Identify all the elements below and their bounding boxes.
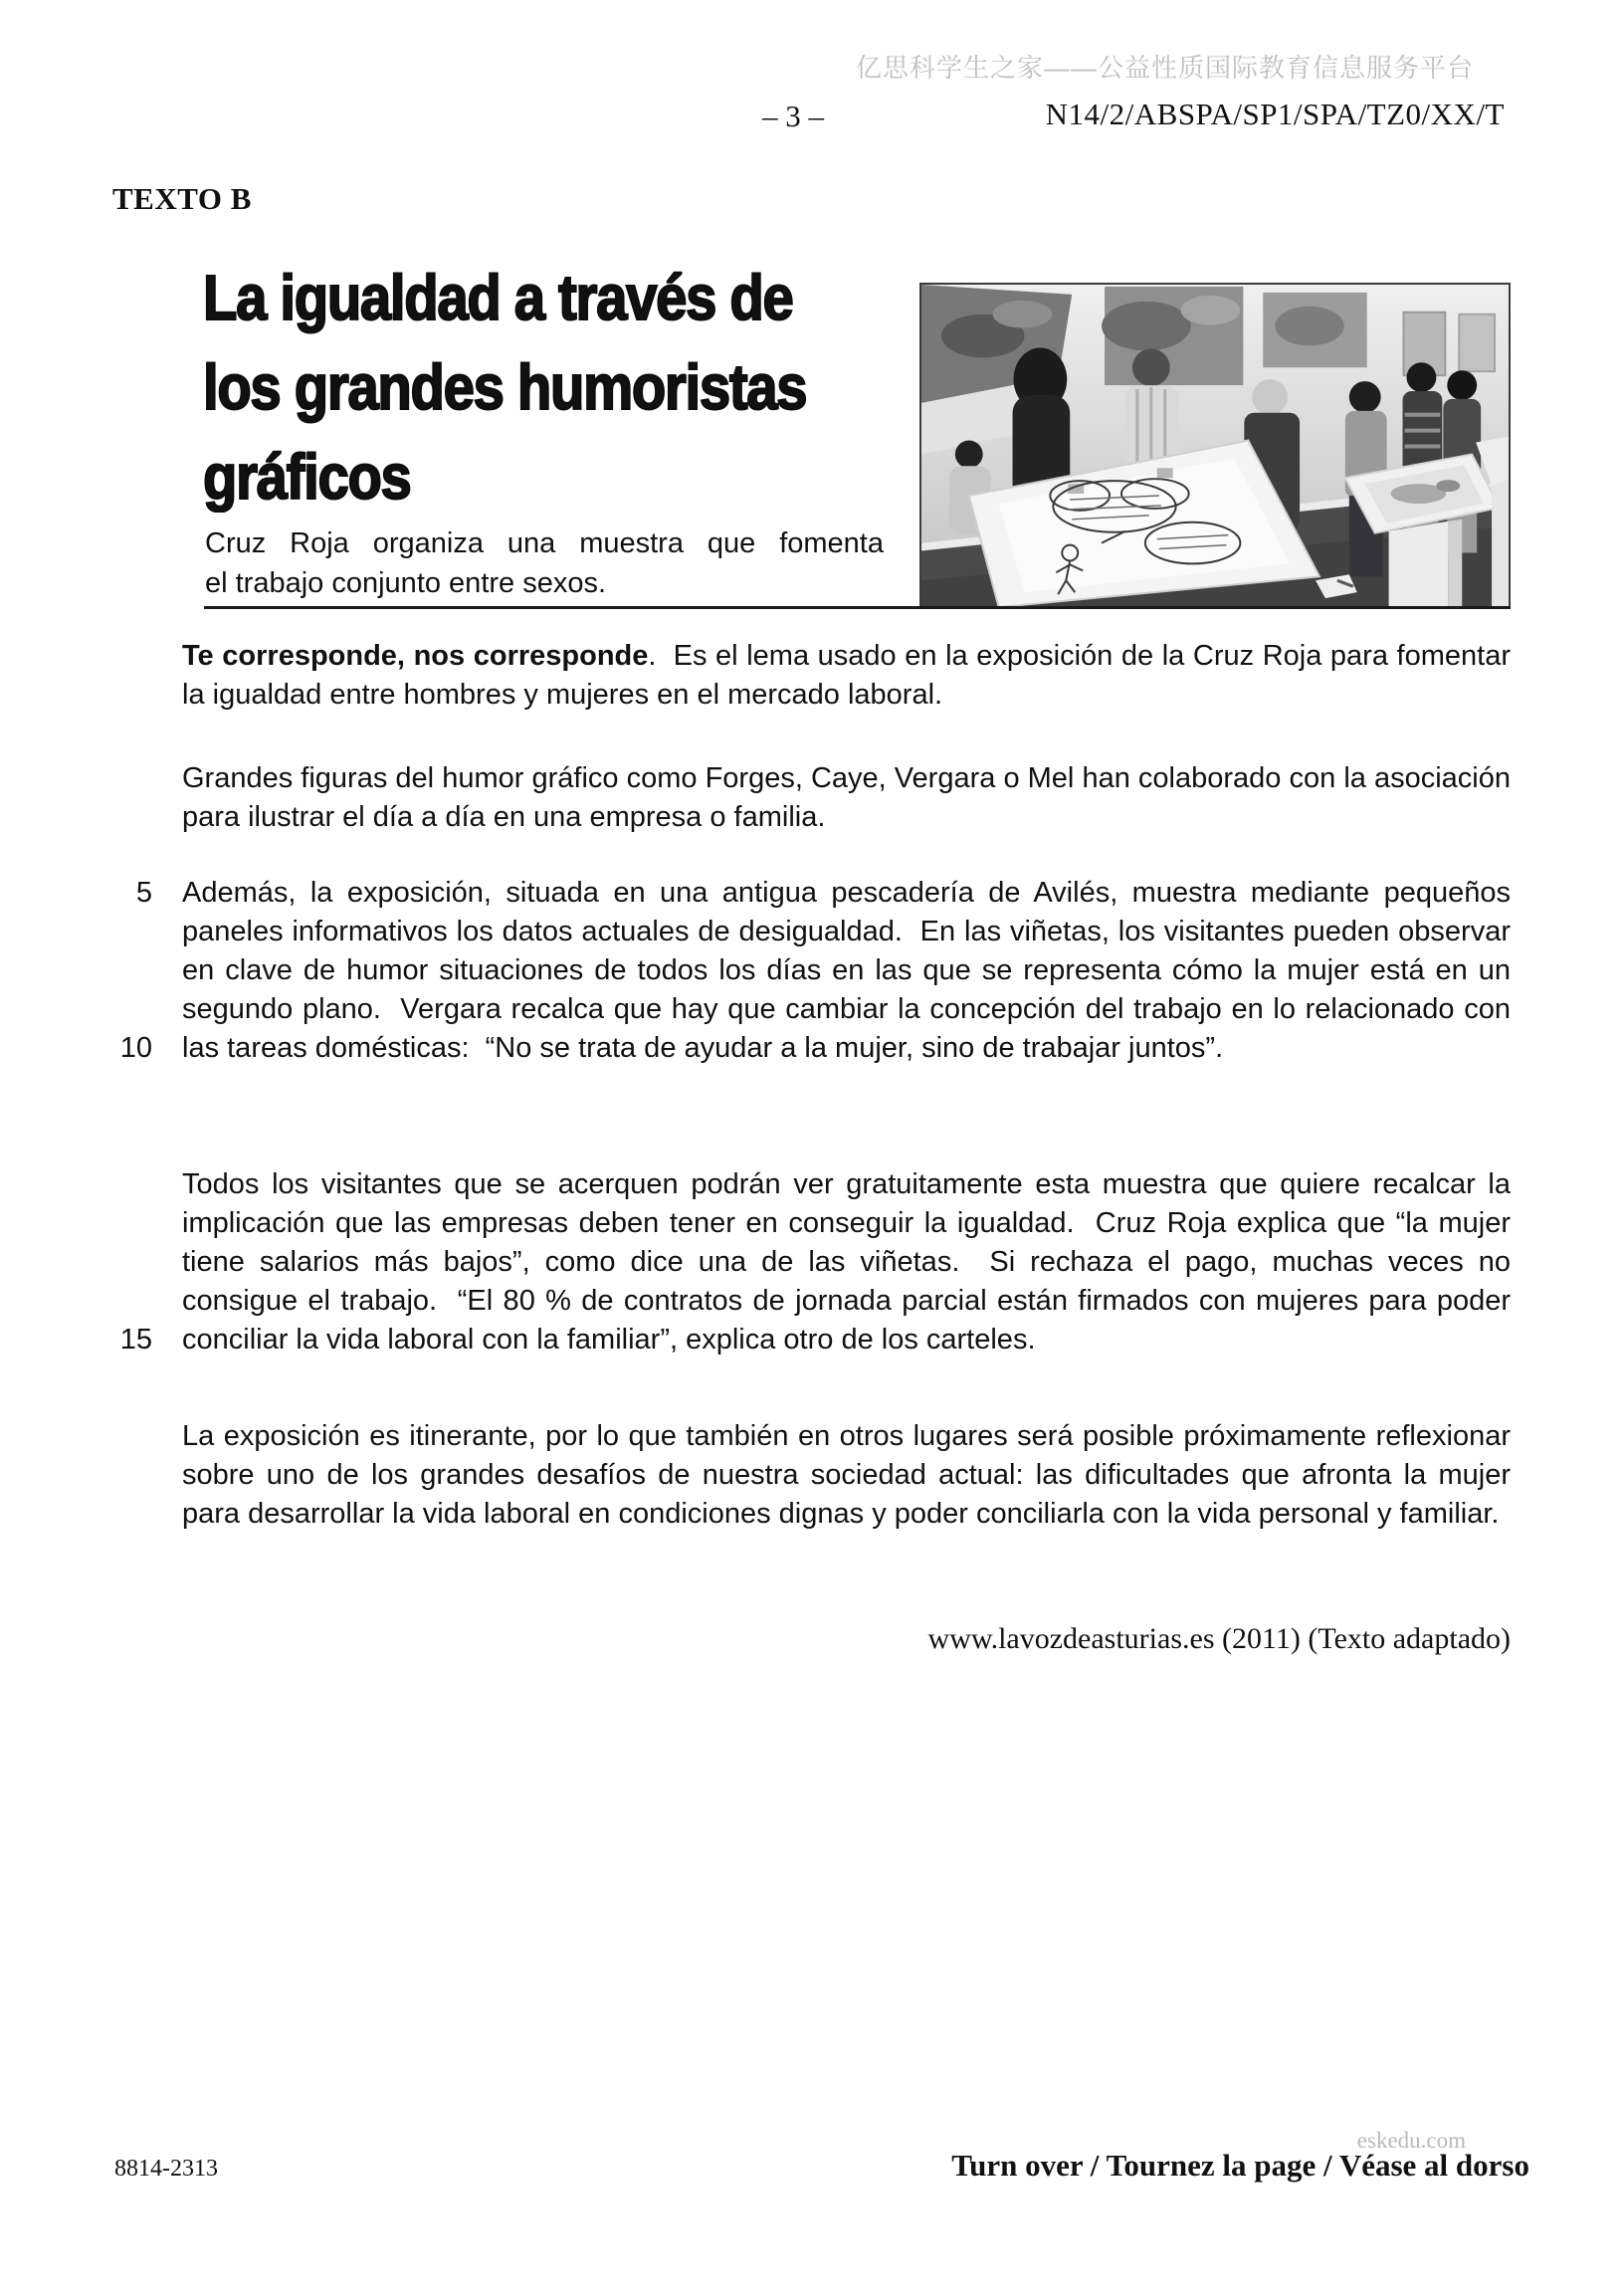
paragraph-1 bbox=[182, 637, 1511, 715]
article-title bbox=[203, 253, 929, 522]
paragraph-2 bbox=[182, 759, 1511, 837]
source-attribution: www.lavozdeasturias.es (2011) (Texto adaptado) bbox=[927, 1622, 1511, 1655]
section-label: TEXTO B bbox=[112, 181, 252, 216]
paper-code: N14/2/ABSPA/SP1/SPA/TZ0/XX/T bbox=[1045, 97, 1505, 131]
header-divider bbox=[204, 606, 1511, 609]
turn-over-note: Turn over / Tournez la page / Véase al dorso bbox=[951, 2148, 1529, 2183]
subtitle-line-2: el trabajo conjunto entre sexos. bbox=[205, 567, 607, 599]
title-line-2: los grandes humoristas bbox=[203, 351, 807, 423]
paragraph-1-text: . Es el lema usado en la exposición de la Cruz Roja para fomentar la igualdad entre hombres y mujeres en el mercado laboral. bbox=[182, 640, 1511, 711]
paragraph-5-text: La exposición es itinerante, por lo que también en otros lugares será posible próximamente reflexionar sobre uno de los grandes desafíos de nuestra sociedad actual: las dificultades que afronta la mujer para desarrollar la vida laboral en condiciones dignas y poder conciliarla con la vida personal y familiar. bbox=[182, 1420, 1511, 1530]
title-line-3: gráficos bbox=[203, 441, 411, 513]
page-number: – 3 – bbox=[762, 99, 824, 133]
paragraph-5 bbox=[182, 1417, 1511, 1534]
paragraph-3 bbox=[119, 874, 1511, 1068]
top-watermark: 亿思科学生之家——公益性质国际教育信息服务平台 bbox=[856, 53, 1475, 83]
paragraph-2-text: Grandes figuras del humor gráfico como Forges, Caye, Vergara o Mel han colaborado con la asociación para ilustrar el día a día en una empresa o familia. bbox=[182, 762, 1511, 833]
title-line-1: La igualdad a través de bbox=[203, 262, 793, 333]
line-number-5: 5 bbox=[135, 877, 152, 909]
paragraph-4 bbox=[119, 1165, 1511, 1359]
exhibition-photo bbox=[919, 283, 1511, 609]
document-code: 8814-2313 bbox=[114, 2156, 218, 2182]
paragraph-4-text: Todos los visitantes que se acerquen podrán ver gratuitamente esta muestra que quiere recalcar la implicación que las empresas deben tener en conseguir la igualdad. Cruz Roja explica que “la mujer tiene salarios más bajos”, como dice una de las viñetas. Si rechaza el pago, muchas veces no consigue el trabajo. “El 80 % de contratos de jornada parcial están firmados con mujeres para poder conciliar la vida laboral con la familiar”, explica otro de los carteles. bbox=[182, 1168, 1511, 1356]
paragraph-3-text: Además, la exposición, situada en una antigua pescadería de Avilés, muestra mediante pequeños paneles informativos los datos actuales de desigualdad. En las viñetas, los visitantes pueden observar en clave de humor situaciones de todos los días en las que se representa cómo la mujer está en un segundo plano. Vergara recalca que hay que cambiar la concepción del trabajo en lo relacionado con las tareas domésticas: “No se trata de ayudar a la mujer, sino de trabajar juntos”. bbox=[182, 877, 1511, 1064]
line-number-15: 15 bbox=[119, 1324, 152, 1356]
bottom-watermark: eskedu.com bbox=[1356, 2128, 1466, 2153]
subtitle-line-1: Cruz Roja organiza una muestra que fomenta bbox=[205, 527, 884, 559]
exhibition-photo-image bbox=[921, 285, 1509, 607]
article-subtitle bbox=[205, 523, 884, 603]
slogan-bold: Te corresponde, nos corresponde bbox=[182, 640, 649, 672]
line-number-10: 10 bbox=[119, 1032, 152, 1064]
